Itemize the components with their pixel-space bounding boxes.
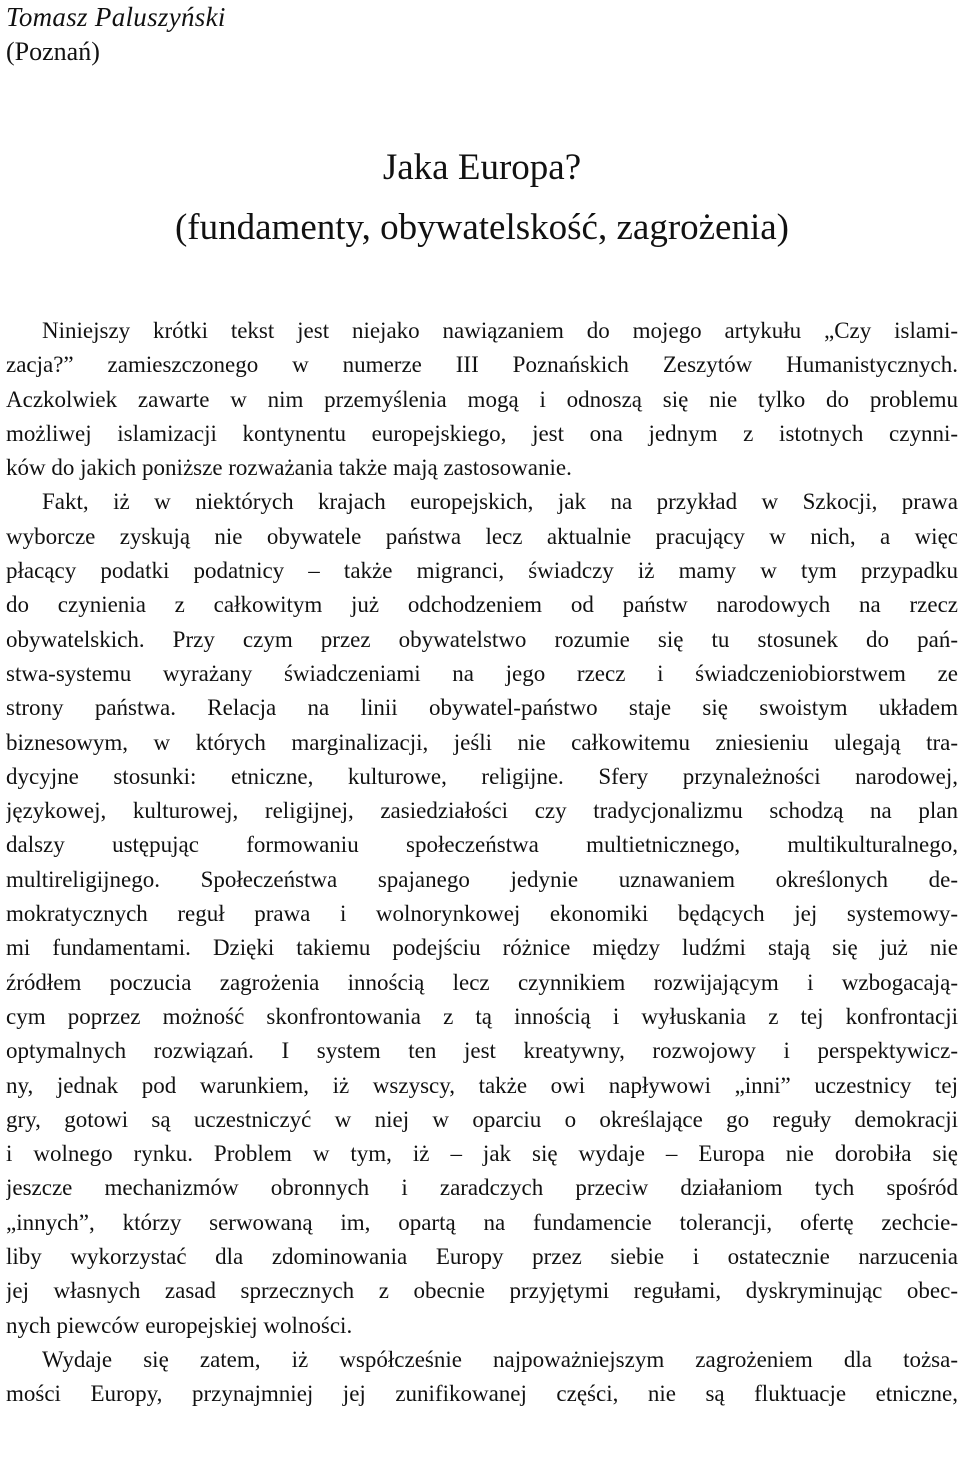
article-title: Jaka Europa? <box>382 147 582 188</box>
document-page <box>6 0 958 1412</box>
text-line: mokratycznych reguł prawa i wolnorynkowej ekonomiki będących jej systemowy- <box>6 901 958 927</box>
text-line: Niniejszy krótki tekst jest niejako nawiązaniem do mojego artykułu „Czy islami- <box>42 318 958 343</box>
text-line: wyborcze zyskują nie obywatele państwa lecz aktualnie pracujący w nich, a więc <box>6 523 958 549</box>
text-line: gry, gotowi są uczestniczyć w niej w oparciu o określające go reguły demokracji <box>6 1106 958 1132</box>
text-line: ny, jednak pod warunkiem, iż wszyscy, także owi napływowi „inni” uczestnicy tej <box>6 1072 958 1098</box>
text-line: jeszcze mechanizmów obronnych i zaradczych przeciw działaniom tych spośród <box>6 1175 958 1201</box>
text-line: do czynienia z całkowitym już odchodzeniem od państw narodowych na rzecz <box>6 592 958 618</box>
text-line: biznesowym, w których marginalizacji, jeśli nie całkowitemu zniesieniu ulegają tra- <box>6 729 958 755</box>
article-subtitle: (fundamenty, obywatelskość, zagrożenia) <box>174 207 790 248</box>
text-line: strony państwa. Relacja na linii obywatel-państwo staje się swoistym układem <box>6 695 958 721</box>
text-line: mi fundamentami. Dzięki takiemu podejściu różnice między ludźmi stają się już nie <box>6 935 958 961</box>
author-affiliation: (Poznań) <box>6 37 100 66</box>
text-line: językowej, kulturowej, religijnej, zasiedziałości czy tradycjonalizmu schodzą na plan <box>6 798 958 824</box>
text-line: i wolnego rynku. Problem w tym, iż – jak się wydaje – Europa nie dorobiła się <box>6 1141 958 1167</box>
text-line: cym poprzez możność skonfrontowania z tą innością i wyłuskania z tej konfrontacji <box>6 1003 958 1029</box>
text-line: zacja?” zamieszczonego w numerze III Poznańskich Zeszytów Humanistycznych. <box>6 352 958 378</box>
author-name: Tomasz Paluszyński <box>6 2 226 32</box>
text-line: Wydaje się zatem, iż współcześnie najpoważniejszym zagrożeniem dla tożsa- <box>42 1346 958 1372</box>
text-line: ków do jakich poniższe rozważania także mają zastosowanie. <box>6 455 572 481</box>
text-line: nych piewców europejskiej wolności. <box>6 1312 353 1338</box>
text-line: źródłem poczucia zagrożenia innością lecz czynnikiem rozwijającym i wzbogacają- <box>6 969 958 995</box>
text-line: stwa-systemu wyrażany świadczeniami na jego rzecz i świadczeniobiorstwem ze <box>6 660 958 686</box>
paragraph <box>6 314 958 485</box>
text-line: mości Europy, przynajmniej jej zunifikowanej części, nie są fluktuacje etniczne, <box>6 1381 958 1407</box>
paragraph <box>6 485 958 1342</box>
text-line: liby wykorzystać dla zdominowania Europy przez siebie i ostatecznie narzucenia <box>6 1244 958 1270</box>
text-line: optymalnych rozwiązań. I system ten jest kreatywny, rozwojowy i perspektywicz- <box>6 1038 958 1064</box>
text-line: możliwej islamizacji kontynentu europejskiego, jest ona jednym z istotnych czynni- <box>6 420 958 446</box>
text-line: Aczkolwiek zawarte w nim przemyślenia mogą i odnoszą się nie tylko do problemu <box>6 386 958 412</box>
text-line: dycyjne stosunki: etniczne, kulturowe, religijne. Sfery przynależności narodowej, <box>6 763 958 789</box>
article-body <box>6 314 958 1412</box>
text-line: płacący podatki podatnicy – także migranci, świadczy iż mamy w tym przypadku <box>6 558 958 584</box>
paragraph <box>6 1343 958 1412</box>
text-line: Fakt, iż w niektórych krajach europejskich, jak na przykład w Szkocji, prawa <box>42 489 958 515</box>
text-line: multireligijnego. Społeczeństwa spajanego jedynie uznawaniem określonych de- <box>6 866 958 892</box>
text-line: „innych”, którzy serwowaną im, opartą na fundamencie tolerancji, ofertę zechcie- <box>6 1209 958 1235</box>
text-line: jej własnych zasad sprzecznych z obecnie przyjętymi regułami, dyskryminując obec- <box>6 1278 958 1304</box>
text-line: dalszy ustępując formowaniu społeczeństwa multietnicznego, multikulturalnego, <box>6 832 958 858</box>
text-line: obywatelskich. Przy czym przez obywatelstwo rozumie się tu stosunek do pań- <box>6 626 958 652</box>
